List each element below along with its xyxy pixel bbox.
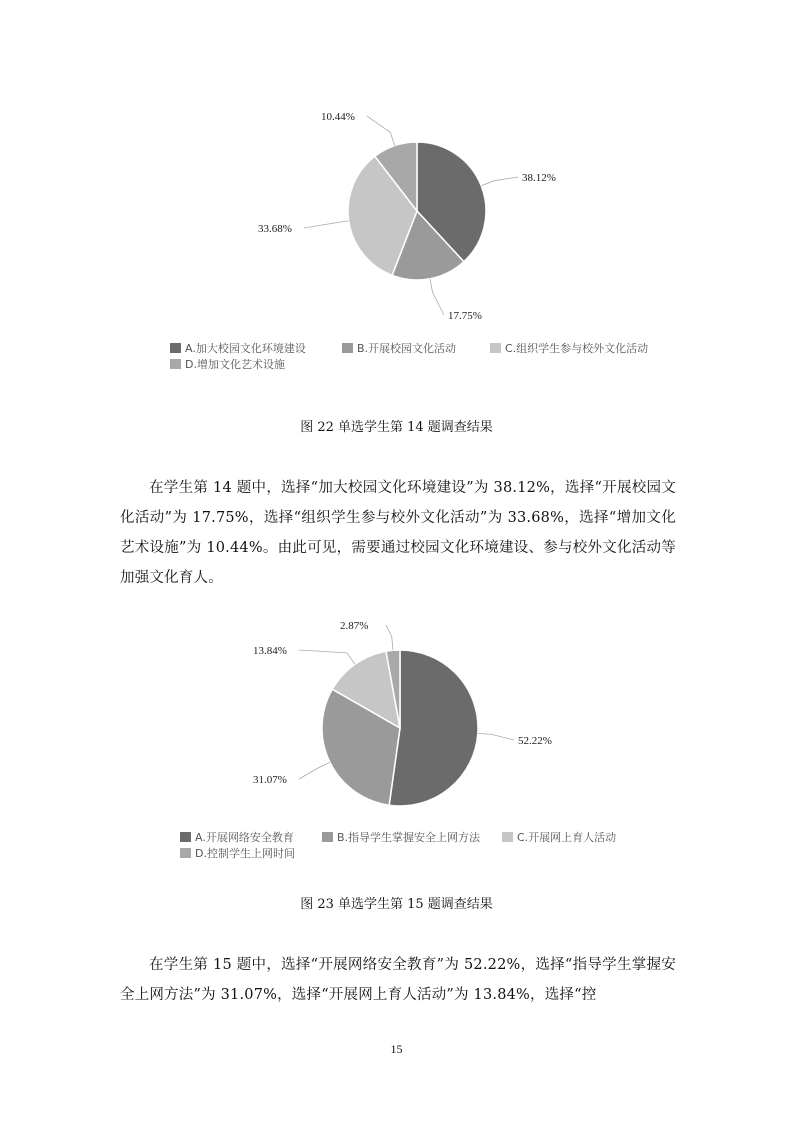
data-label: 17.75% [448, 310, 482, 322]
legend-entry: B.指导学生掌握安全上网方法 [337, 831, 481, 844]
legend-swatch [170, 343, 181, 353]
legend-swatch [322, 832, 333, 842]
leader-line [430, 279, 444, 315]
leader-line [367, 116, 395, 146]
paragraph-question-14: 在学生第 14 题中，选择“加大校园文化环境建设”为 38.12%，选择“开展校园文化活动”为 17.75%，选择“组织学生参与校外文化活动”为 33.68%，选择“增加文化艺术设施”为 10.44%。由此可见，需要通过校园文化环境建设、参与校外文化活动等加强文化育人。 [120, 480, 676, 586]
leader-line [299, 650, 355, 664]
data-label: 31.07% [253, 774, 287, 786]
page-number: 15 [390, 1042, 403, 1056]
data-label: 10.44% [321, 111, 355, 123]
legend-entry: C.组织学生参与校外文化活动 [505, 342, 649, 355]
legend-entry: D.增加文化艺术设施 [185, 358, 285, 371]
legend-swatch [170, 359, 181, 369]
legend-swatch [490, 343, 501, 353]
leader-line [478, 733, 514, 740]
figure-22-caption: 图 22 单选学生第 14 题调查结果 [300, 420, 493, 435]
pie-slice-a [389, 650, 478, 806]
legend-entry: C.开展网上育人活动 [517, 831, 617, 844]
leader-line [299, 762, 330, 779]
legend-entry: A.开展网络安全教育 [195, 831, 294, 844]
data-label: 13.84% [253, 645, 287, 657]
figure-23-caption: 图 23 单选学生第 15 题调查结果 [300, 897, 493, 912]
data-label: 33.68% [258, 223, 292, 235]
legend-swatch [502, 832, 513, 842]
data-label: 38.12% [522, 172, 556, 184]
leader-line [386, 625, 393, 650]
pie-chart-question-15 [0, 610, 793, 870]
legend-entry: A.加大校园文化环境建设 [185, 342, 306, 355]
legend-swatch [342, 343, 353, 353]
data-label: 52.22% [518, 735, 552, 747]
leader-line [481, 177, 518, 186]
leader-line [304, 221, 349, 228]
data-label: 2.87% [340, 620, 369, 632]
legend-entry: B.开展校园文化活动 [357, 342, 457, 355]
legend-entry: D.控制学生上网时间 [195, 847, 295, 860]
paragraph-question-15: 在学生第 15 题中，选择“开展网络安全教育”为 52.22%，选择“指导学生掌握安全上网方法”为 31.07%，选择“开展网上育人活动”为 13.84%，选择“控 [120, 957, 676, 1003]
pie-chart-question-14 [0, 100, 793, 400]
legend-swatch [180, 848, 191, 858]
legend-swatch [180, 832, 191, 842]
